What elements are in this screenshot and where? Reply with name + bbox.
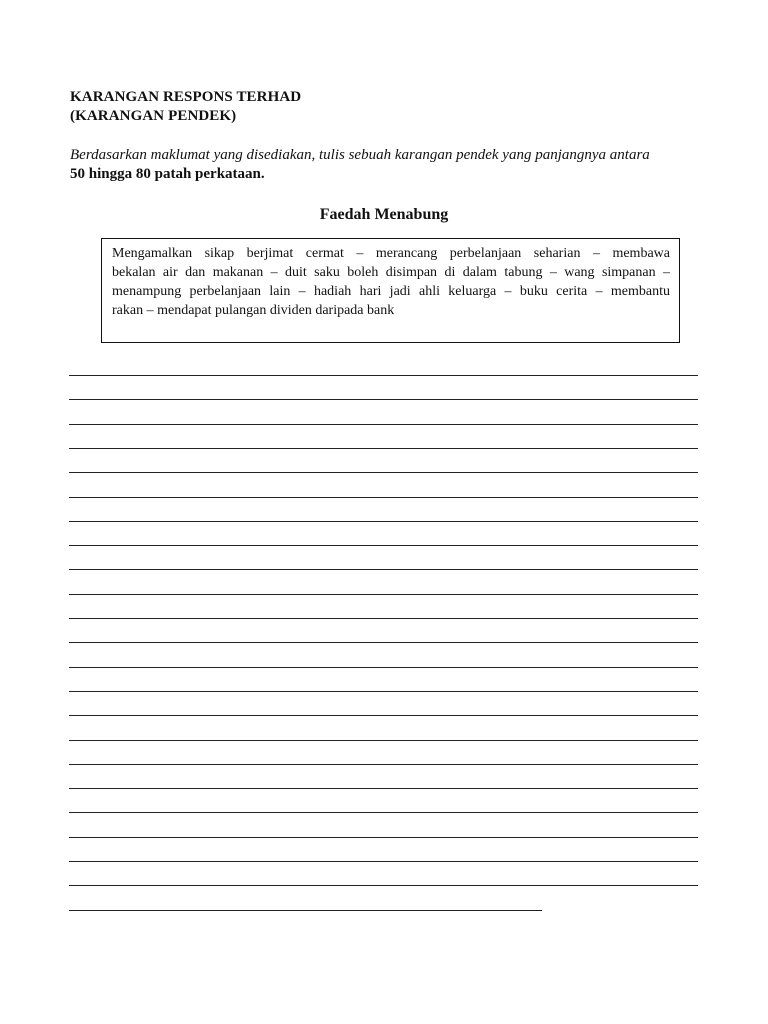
writing-line[interactable] [69, 861, 698, 862]
writing-line[interactable] [69, 521, 698, 522]
writing-line[interactable] [69, 764, 698, 765]
writing-line[interactable] [69, 740, 698, 741]
writing-line[interactable] [69, 545, 698, 546]
section-heading: KARANGAN RESPONS TERHAD [70, 89, 302, 105]
writing-line[interactable] [69, 812, 698, 813]
writing-line[interactable] [69, 594, 698, 595]
writing-line[interactable] [69, 497, 698, 498]
writing-line[interactable] [69, 715, 698, 716]
writing-line[interactable] [69, 837, 698, 838]
instruction-text [70, 146, 710, 184]
hint-line: bekalan air dan makanan – duit saku boleh disimpan di dalam tabung – wang simpanan – [112, 265, 670, 280]
writing-line[interactable] [69, 642, 698, 643]
writing-line[interactable] [69, 424, 698, 425]
writing-line[interactable] [69, 399, 698, 400]
writing-line[interactable] [69, 448, 698, 449]
essay-title: Faedah Menabung [319, 206, 449, 223]
writing-line[interactable] [69, 618, 698, 619]
writing-line[interactable] [69, 667, 698, 668]
writing-line[interactable] [69, 691, 698, 692]
writing-line[interactable] [69, 788, 698, 789]
writing-line[interactable] [69, 472, 698, 473]
writing-line[interactable] [69, 375, 698, 376]
writing-line-final[interactable] [69, 910, 542, 911]
instruction-italic: Berdasarkan maklumat yang disediakan, tulis sebuah karangan pendek yang panjangnya antara [70, 147, 650, 163]
hint-line: menampung perbelanjaan lain – hadiah hari jadi ahli keluarga – buku cerita – membantu [112, 284, 670, 299]
section-subheading: (KARANGAN PENDEK) [70, 108, 237, 124]
hint-box [101, 238, 680, 343]
hint-line: Mengamalkan sikap berjimat cermat – merancang perbelanjaan seharian – membawa [112, 246, 670, 261]
writing-line[interactable] [69, 885, 698, 886]
instruction-word-count: 50 hingga 80 patah perkataan. [70, 166, 265, 182]
hint-line: rakan – mendapat pulangan dividen daripada bank [112, 303, 395, 318]
writing-line[interactable] [69, 569, 698, 570]
